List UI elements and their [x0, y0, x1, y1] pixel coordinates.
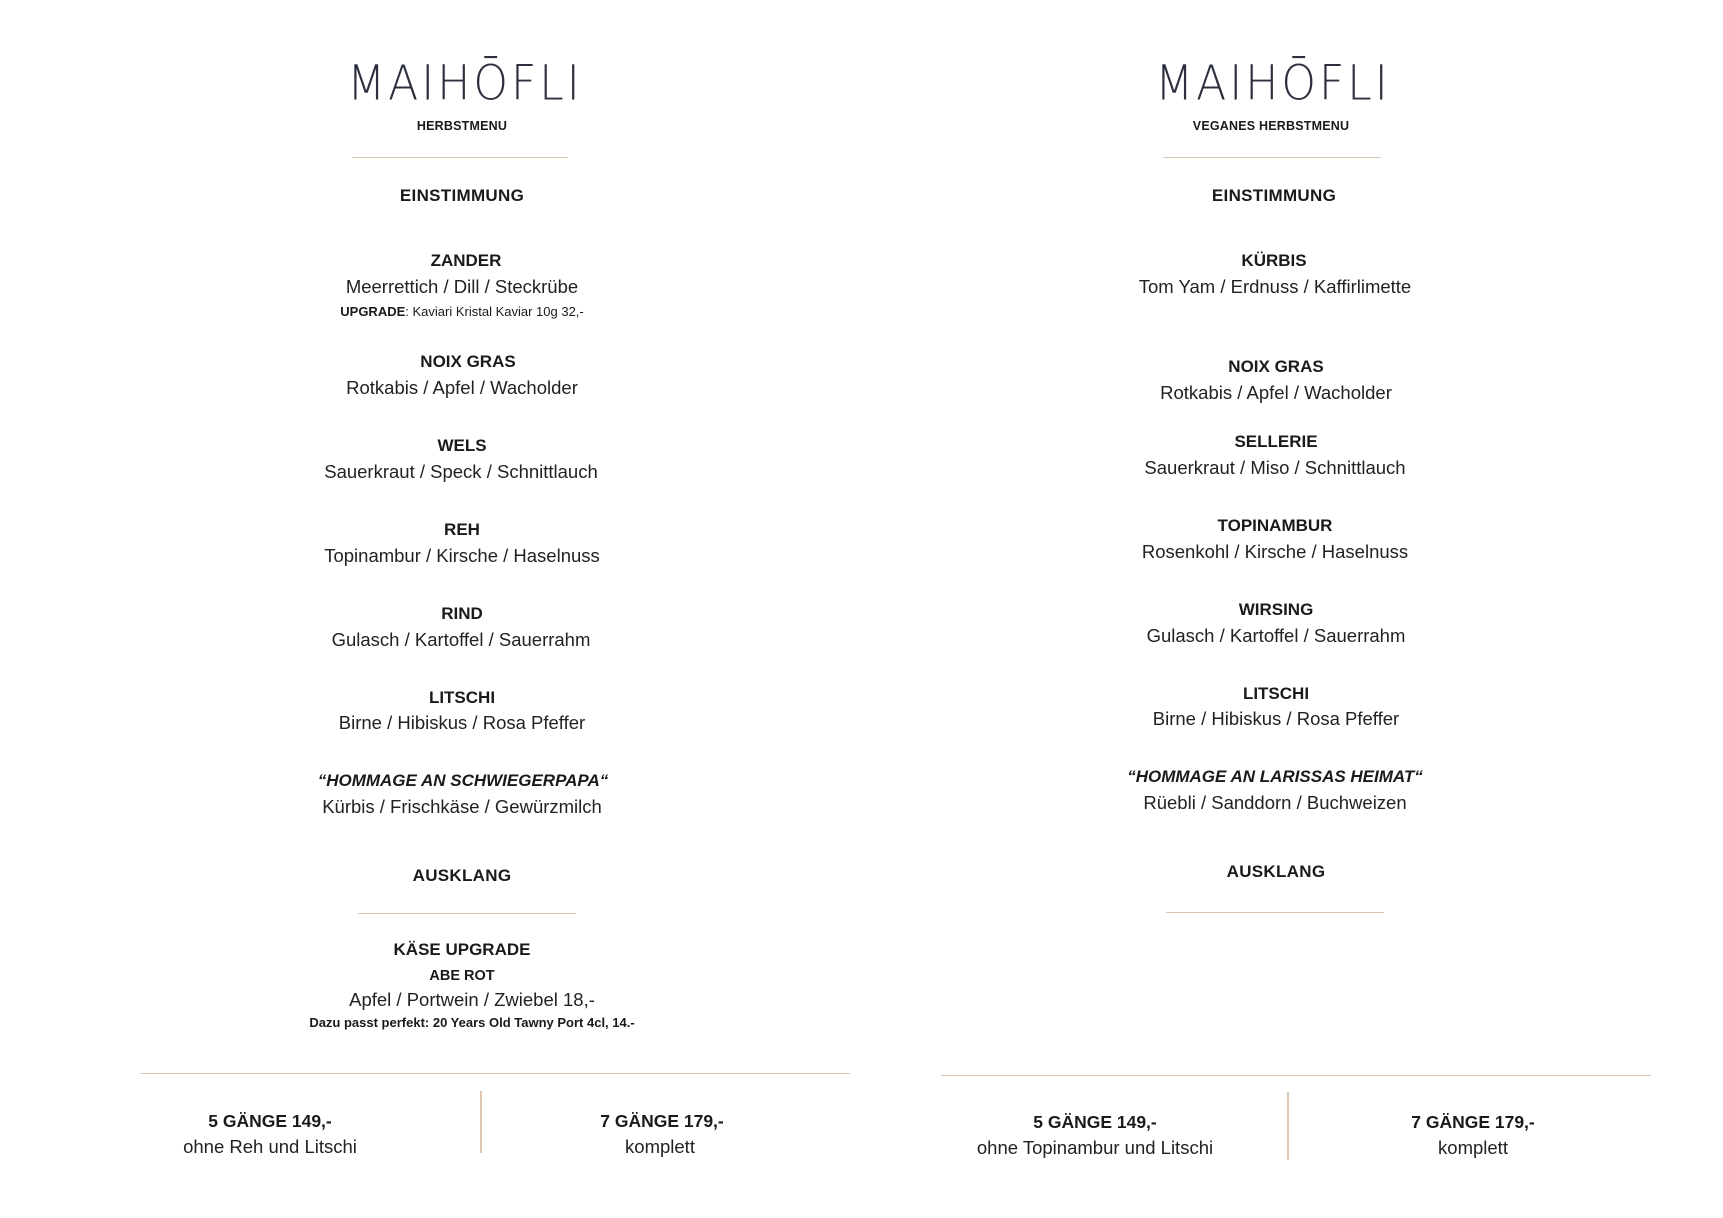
course-description: Sauerkraut / Miso / Schnittlauch: [1144, 457, 1406, 478]
price-7-courses-note: komplett: [625, 1136, 695, 1157]
course-description: Tom Yam / Erdnuss / Kaffirlimette: [1138, 276, 1412, 297]
course-description: Rüebli / Sanddorn / Buchweizen: [1143, 792, 1407, 813]
price-separator: [480, 1091, 482, 1153]
course-description: Gulasch / Kartoffel / Sauerrahm: [1146, 625, 1406, 646]
price-separator: [1287, 1092, 1289, 1160]
section-outro: AUSKLANG: [1226, 862, 1326, 881]
cheese-pairing: Dazu passt perfekt: 20 Years Old Tawny Port 4cl, 14.-: [309, 1015, 635, 1030]
course-name: LITSCHI: [1242, 684, 1310, 703]
divider: [1163, 157, 1381, 158]
upgrade-text: : Kaviari Kristal Kaviar 10g 32,-: [405, 304, 584, 319]
price-5-courses: 5 GÄNGE 149,-: [1033, 1112, 1157, 1132]
upgrade-note: [340, 304, 583, 319]
menu-subtitle: HERBSTMENU: [416, 119, 508, 133]
course-description: Rosenkohl / Kirsche / Haselnuss: [1141, 541, 1409, 562]
section-outro: AUSKLANG: [412, 866, 512, 885]
course-name: “HOMMAGE AN LARISSAS HEIMAT“: [1127, 767, 1423, 786]
course-name: RIND: [441, 604, 483, 623]
logo: MAIHŌFLI: [347, 55, 583, 112]
section-intro: EINSTIMMUNG: [1211, 186, 1337, 205]
divider: [358, 913, 576, 914]
course-description: Topinambur / Kirsche / Haselnuss: [324, 545, 600, 566]
course-description: Birne / Hibiskus / Rosa Pfeffer: [338, 712, 586, 733]
course-name: LITSCHI: [428, 688, 496, 707]
upgrade-label: UPGRADE: [340, 304, 406, 319]
course-description: Meerrettich / Dill / Steckrübe: [345, 276, 579, 297]
course-name: “HOMMAGE AN SCHWIEGERPAPA“: [317, 771, 609, 790]
course-name: TOPINAMBUR: [1217, 516, 1333, 535]
course-name: KÜRBIS: [1241, 251, 1307, 270]
price-7-courses: 7 GÄNGE 179,-: [600, 1111, 724, 1131]
menu-subtitle: VEGANES HERBSTMENU: [1192, 119, 1350, 133]
course-description: Kürbis / Frischkäse / Gewürzmilch: [322, 796, 602, 817]
cheese-description: Apfel / Portwein / Zwiebel 18,-: [349, 989, 595, 1010]
price-divider: [941, 1075, 1651, 1076]
cheese-subtitle: ABE ROT: [429, 968, 495, 984]
price-5-courses-note: ohne Topinambur und Litschi: [976, 1137, 1214, 1158]
course-name: NOIX GRAS: [1228, 357, 1324, 376]
course-description: Rotkabis / Apfel / Wacholder: [346, 377, 578, 398]
course-name: NOIX GRAS: [420, 352, 516, 371]
logo: MAIHŌFLI: [1155, 55, 1391, 112]
course-description: Rotkabis / Apfel / Wacholder: [1160, 382, 1392, 403]
course-description: Sauerkraut / Speck / Schnittlauch: [324, 461, 598, 482]
course-name: REH: [444, 520, 480, 539]
price-divider: [140, 1073, 850, 1074]
price-7-courses: 7 GÄNGE 179,-: [1411, 1112, 1535, 1132]
divider: [352, 157, 568, 158]
section-intro: EINSTIMMUNG: [399, 186, 525, 205]
course-name: WELS: [437, 436, 487, 455]
course-description: Birne / Hibiskus / Rosa Pfeffer: [1152, 708, 1400, 729]
course-name: WIRSING: [1238, 600, 1314, 619]
course-name: SELLERIE: [1234, 432, 1318, 451]
cheese-title: KÄSE UPGRADE: [393, 940, 531, 959]
course-description: Gulasch / Kartoffel / Sauerrahm: [331, 629, 591, 650]
price-7-courses-note: komplett: [1438, 1137, 1508, 1158]
price-5-courses: 5 GÄNGE 149,-: [208, 1111, 332, 1131]
course-name: ZANDER: [430, 251, 502, 270]
divider: [1166, 912, 1384, 913]
price-5-courses-note: ohne Reh und Litschi: [183, 1136, 357, 1157]
